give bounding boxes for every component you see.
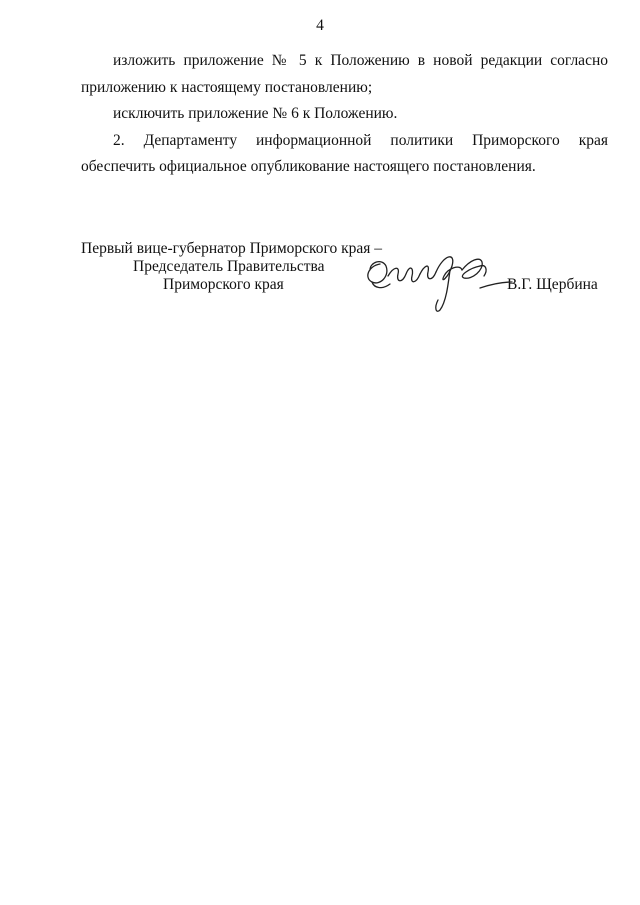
paragraph-publication: 2. Департаменту информационной политики Приморского края обеспечить официальное опубликование настоящего постановления. [81, 131, 608, 175]
page-number: 4 [316, 17, 324, 34]
document-body [81, 48, 608, 181]
signatory-title-line-3: Приморского края [163, 276, 284, 293]
signatory-title-line-2: Председатель Правительства [133, 258, 325, 275]
signatory-name: В.Г. Щербина [507, 276, 598, 293]
signatory-title-line-1: Первый вице-губернатор Приморского края – [81, 240, 383, 257]
paragraph-appendix-6: исключить приложение № 6 к Положению. [113, 105, 398, 122]
paragraph-appendix-5: изложить приложение № 5 к Положению в новой редакции согласно приложению к настоящему постановлению; [81, 52, 608, 96]
handwritten-signature [360, 240, 520, 320]
signature-block [81, 240, 611, 320]
